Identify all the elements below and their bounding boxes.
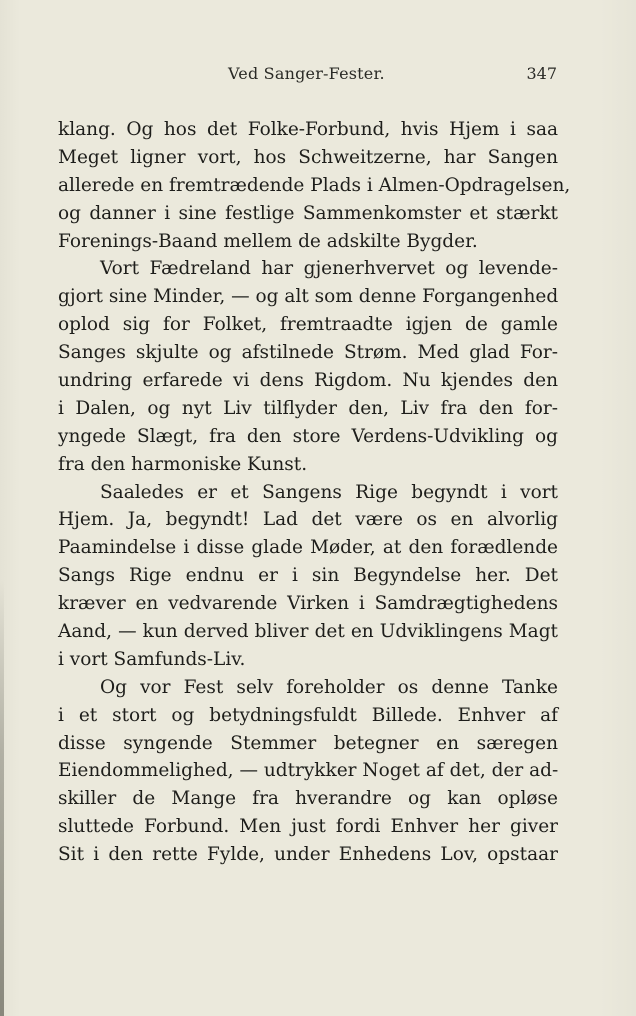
text-line: oplod sig for Folket, fremtraadte igjen de gamle [58, 314, 558, 336]
running-title: Ved Sanger-Fester. [228, 64, 385, 83]
text-line: Aand, — kun derved bliver det en Udviklingens Magt [58, 621, 558, 643]
page-number: 347 [526, 64, 557, 83]
text-line: Saaledes er et Sangens Rige begyndt i vort [100, 481, 558, 503]
text-line: i vort Samfunds-Liv. [58, 648, 246, 670]
text-line: Paamindelse i disse glade Møder, at den forædlende [58, 537, 558, 559]
text-line: Meget ligner vort, hos Schweitzerne, har Sangen [58, 146, 558, 168]
text-line: undring erfarede vi dens Rigdom. Nu kjendes den [58, 370, 558, 392]
text-line: i Dalen, og nyt Liv tilflyder den, Liv fra den for- [58, 397, 558, 419]
text-line: Sit i den rette Fylde, under Enhedens Lov, opstaar [58, 844, 558, 866]
text-line: Vort Fædreland har gjenerhvervet og levende- [100, 258, 558, 280]
text-line: fra den harmoniske Kunst. [58, 453, 308, 475]
page-edge-shadow [0, 580, 4, 1016]
text-line: Sangs Rige endnu er i sin Begyndelse her. Det [58, 565, 558, 587]
text-line: disse syngende Stemmer betegner en særegen [58, 732, 558, 754]
text-line: gjort sine Minder, — og alt som denne Forgangenhed [58, 286, 559, 308]
text-line: Sanges skjulte og afstilnede Strøm. Med glad For- [58, 342, 558, 364]
text-line: Og vor Fest selv foreholder os denne Tanke [100, 676, 558, 698]
text-line: kræver en vedvarende Virken i Samdrægtighedens [58, 593, 558, 615]
text-line: Hjem. Ja, begyndt! Lad det være os en alvorlig [58, 509, 558, 531]
text-line: sluttede Forbund. Men just fordi Enhver her giver [58, 816, 558, 838]
text-line: Eiendommelighed, — udtrykker Noget af det, der ad- [58, 760, 559, 782]
text-line: allerede en fremtrædende Plads i Almen-Opdragelsen, [58, 174, 571, 196]
page-header [60, 64, 557, 88]
text-line: Forenings-Baand mellem de adskilte Bygder. [58, 230, 478, 252]
text-line: yngede Slægt, fra den store Verdens-Udvikling og [58, 425, 558, 447]
text-line: klang. Og hos det Folke-Forbund, hvis Hjem i saa [58, 119, 558, 140]
body-text [58, 116, 571, 869]
text-line: og danner i sine festlige Sammenkomster et stærkt [58, 202, 558, 224]
text-line: i et stort og betydningsfuldt Billede. Enhver af [58, 704, 558, 726]
text-line: skiller de Mange fra hverandre og kan opløse [58, 788, 558, 810]
